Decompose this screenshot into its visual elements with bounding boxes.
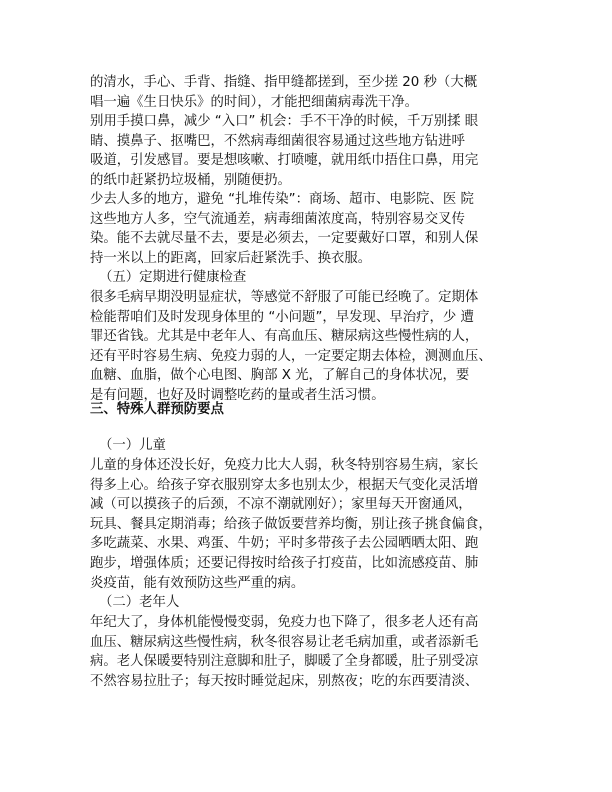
- text-line: 检能帮咱们及时发现身体里的 “小问题”，早发现、早治疗，少 遭: [90, 309, 474, 325]
- elderly-subheading: [90, 593, 526, 613]
- text-line: 还有平时容易生病、免疫力弱的人，一定要定期去体检，测测血压、: [90, 348, 492, 364]
- text-line: 减（可以摸孩子的后颈，不凉不潮就刚好）；家里每天开窗通风，: [90, 497, 472, 513]
- text-line: 炎疫苗，能有效预防这些严重的病。: [90, 575, 305, 591]
- health-check-subheading: [90, 268, 526, 288]
- hand-washing-paragraph: [90, 73, 526, 112]
- text-line: 的清水，手心、手背、指缝、指甲缝都搓到，至少搓 20 秒（大概: [90, 75, 478, 90]
- text-line: 持一米以上的距离，回家后赶紧洗手、换衣服。: [90, 250, 372, 266]
- crowded-places-paragraph: [90, 190, 526, 268]
- text-line: 少去人多的地方，避免 “扎堆传染”：商场、超市、电影院、医 院: [90, 192, 474, 207]
- children-subheading: [90, 436, 526, 456]
- subsection-title: （一）儿童: [99, 438, 166, 453]
- text-line: 得多上心。给孩子穿衣服别穿太多也别太少，根据天气变化灵活增: [90, 477, 479, 493]
- text-line: 跑步，增强体质；还要记得按时给孩子打疫苗，比如流感疫苗、肺: [90, 555, 479, 571]
- text-line: 染。能不去就尽量不去，要是必须去，一定要戴好口罩，和别人保: [90, 231, 479, 247]
- text-line: 别用手摸口鼻，减少 “入口” 机会：手不干净的时候，千万别揉 眼: [90, 114, 479, 129]
- text-line: 罪还省钱。尤其是中老年人、有高血压、糖尿病这些慢性病的人，: [90, 329, 479, 345]
- text-line: 这些地方人多，空气流通差，病毒细菌浓度高，特别容易交叉传: [90, 211, 465, 227]
- text-line: 血压、糖尿病这些慢性病，秋冬很容易让老毛病加重，或者添新毛: [90, 634, 479, 650]
- section-title: 三、特殊人群预防要点: [90, 402, 224, 417]
- text-line: 病。老人保暖要特别注意脚和肚子，脚暖了全身都暖，肚子别受凉: [90, 654, 479, 670]
- touch-face-paragraph: [90, 112, 526, 190]
- subsection-title: （二）老年人: [99, 595, 180, 610]
- text-line: 不然容易拉肚子；每天按时睡觉起床，别熬夜；吃的东西要清淡、: [90, 673, 479, 689]
- text-line: 很多毛病早期没明显症状，等感觉不舒服了可能已经晚了。定期体: [90, 290, 479, 305]
- text-line: 吸道，引发感冒。要是想咳嗽、打喷嚏，就用纸巾捂住口鼻，用完: [90, 153, 479, 169]
- section-three-heading: [90, 400, 526, 420]
- text-line: 的纸巾赶紧扔垃圾桶，别随便扔。: [90, 172, 291, 188]
- elderly-paragraph: [90, 613, 526, 691]
- subsection-title: （五）定期进行健康检查: [99, 270, 247, 285]
- text-line: 年纪大了，身体机能慢慢变弱，免疫力也下降了，很多老人还有高: [90, 615, 479, 630]
- text-line: 儿童的身体还没长好，免疫力比大人弱，秋冬特别容易生病，家长: [90, 458, 479, 473]
- text-line: 唱一遍《生日快乐》的时间），才能把细菌病毒洗干净。: [90, 94, 419, 110]
- text-line: 血糖、血脂，做个心电图、胸部 X 光，了解自己的身体状况，要: [90, 368, 470, 384]
- text-line: 玩具、餐具定期消毒；给孩子做饭要营养均衡，别让孩子挑食偏食，: [90, 516, 492, 532]
- text-line: 多吃蔬菜、水果、鸡蛋、牛奶；平时多带孩子去公园晒晒太阳、跑: [90, 536, 479, 552]
- health-check-paragraph: [90, 288, 526, 406]
- text-line: 是有问题，也好及时调整吃药的量或者生活习惯。: [90, 387, 385, 403]
- text-line: 睛、摸鼻子、抠嘴巴，不然病毒细菌很容易通过这些地方钻进呼: [90, 133, 465, 149]
- children-paragraph: [90, 456, 526, 593]
